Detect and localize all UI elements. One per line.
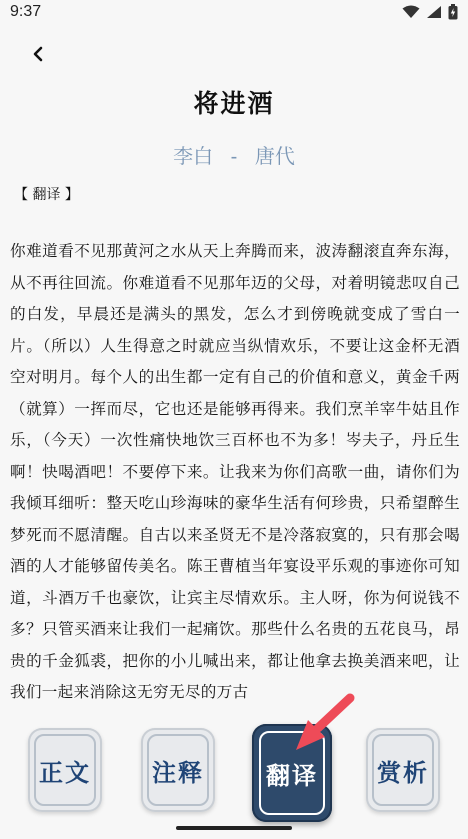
tab-annotation[interactable]	[141, 728, 215, 812]
poem-title: 将进酒	[193, 89, 275, 118]
section-label: 【 翻译 】	[14, 187, 79, 203]
status-time: 9:37	[10, 3, 42, 20]
author-separator: -	[230, 146, 238, 168]
poem-dynasty: 唐代	[254, 146, 295, 168]
battery-icon	[448, 4, 458, 20]
cellular-signal-icon	[426, 5, 442, 19]
status-icons	[402, 4, 458, 20]
wifi-icon	[402, 5, 420, 19]
home-indicator	[176, 826, 292, 830]
status-bar	[0, 0, 468, 24]
tab-label: 注释	[147, 734, 209, 806]
poem-author: 李白	[173, 146, 214, 168]
translation-text: 你难道看不见那黄河之水从天上奔腾而来，波涛翻滚直奔东海，从不再往回流。你难道看不见那年迈的父母，对着明镜悲叹自己的白发，早晨还是满头的黑发，怎么才到傍晚就变成了雪白一片。（所以）人生得意之时就应当纵情欢乐，不要让这金杯无酒空对明月。每个人的出生都一定有自己的价值和意义，黄金千两（就算）一挥而尽，它也还是能够再得来。我们烹羊宰牛姑且作乐，（今天）一次性痛快地饮三百杯也不为多！岑夫子，丹丘生啊！快喝酒吧！不要停下来。让我来为你们高歌一曲，请你们为我倾耳细听：整天吃山珍海味的豪华生活有何珍贵，只希望醉生梦死而不愿清醒。自古以来圣贤无不是冷落寂寞的，只有那会喝酒的人才能够留传美名。陈王曹植当年宴设平乐观的事迹你可知道，斗酒万千也豪饮，让宾主尽情欢乐。主人呀，你为何说钱不多？只管买酒来让我们一起痛饮。那些什么名贵的五花良马，昂贵的千金狐裘，把你的小儿喊出来，都让他拿去换美酒来吧，让我们一起来消除这无穷无尽的万古	[10, 242, 460, 701]
chevron-left-icon	[31, 46, 45, 62]
author-line	[0, 140, 468, 169]
tab-label: 赏析	[372, 734, 434, 806]
back-button[interactable]	[24, 40, 52, 68]
tab-label: 翻译	[259, 731, 325, 815]
tab-appreciation[interactable]	[366, 728, 440, 812]
tab-original-text[interactable]	[28, 728, 102, 812]
tab-label: 正文	[34, 734, 96, 806]
tab-translation[interactable]	[252, 724, 332, 822]
bottom-tab-bar	[0, 718, 468, 839]
